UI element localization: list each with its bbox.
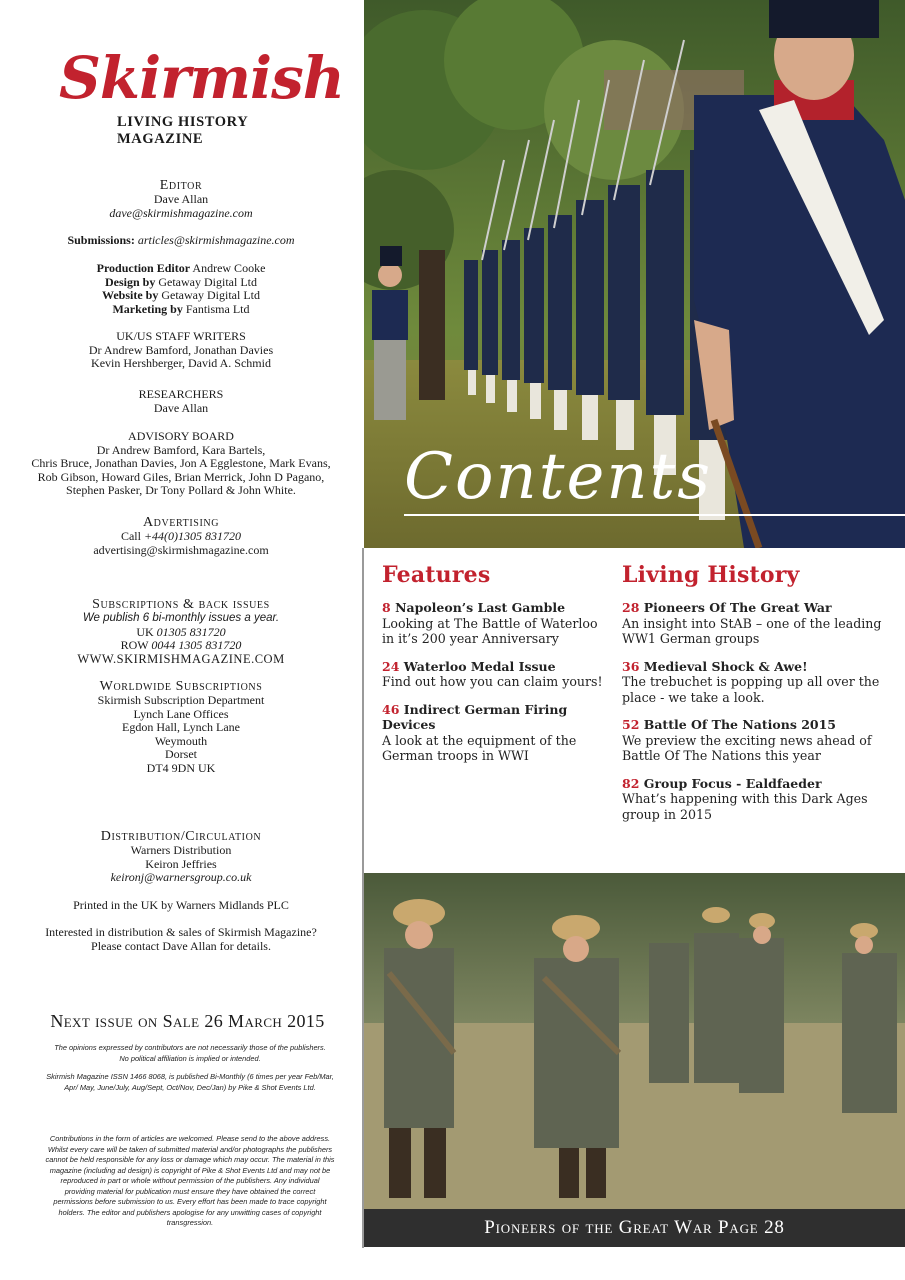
contents-underline [404,514,905,516]
living-history-entry[interactable]: 36 Medieval Shock & Awe! The trebuchet is popping up all over the place - we take a look. [622,658,880,705]
worldwide-line: Egdon Hall, Lynch Lane [122,720,240,735]
wwi-reenactors-illustration [364,873,905,1209]
worldwide-line: Skirmish Subscription Department [97,693,265,707]
advertising-heading: Advertising [142,515,220,530]
logo-wordmark: Skirmish [59,44,344,112]
production-line: Marketing by Fantisma Ltd [112,301,250,316]
features-column [382,562,608,776]
staff-writers-block [0,330,362,371]
submissions-line [0,234,362,248]
interested-line: Interested in distribution & sales of Skirmish Magazine? [45,925,317,939]
researchers-heading: RESEARCHERS [138,387,224,401]
advertising-block [0,515,362,557]
production-block [0,262,362,316]
next-issue-notice: Next issue on Sale 26 March 2015 [50,1011,325,1031]
living-history-column [622,562,892,834]
distribution-email: keironj@warnersgroup.co.uk [110,870,252,885]
subscriptions-website: WWW.SKIRMISHMAGAZINE.COM [77,651,285,666]
staff-writers-heading: UK/US STAFF WRITERS [116,329,246,343]
editor-block [0,178,362,220]
disclaimer-contributions: Contributions in the form of articles are welcomed. Please send to the above address. Whilst every care will be taken of submitted material and/or photographs the publishers cannot be held responsible for any loss or damage which may occur. The material in this magazine (including ad design) is copyright of Pike & Shot Events Ltd and may not be reproduced in part or whole without permission of the publishers. Any individual providing material for publication must ensure they have obtained the correct permissions before submission to us. Every effort has been made to trace copyright holders. The editor and publishers apologise for any unwitting cases of copyright transgression. [45,1134,335,1227]
worldwide-heading: Worldwide Subscriptions [99,679,263,694]
subscriptions-row: ROW 0044 1305 831720 [120,638,242,653]
submissions-email: articles@skirmishmagazine.com [137,233,295,247]
researchers-block [0,388,362,415]
staff-writers-line: Dr Andrew Bamford, Jonathan Davies [88,342,274,357]
advisory-line: Dr Andrew Bamford, Kara Bartels, [96,442,266,457]
skirmish-logo [55,44,344,147]
advisory-line: Chris Bruce, Jonathan Davies, Jon A Egglestone, Mark Evans, [31,456,331,471]
disclaimer-opinions: The opinions expressed by contributors are not necessarily those of the publishers. No political affiliation is implied or intended. [54,1043,326,1063]
living-history-heading: Living History [622,562,800,588]
living-history-entry[interactable]: 52 Battle Of The Nations 2015 We preview the exciting news ahead of Battle Of The Nations this year [622,717,872,763]
interested-block [0,926,362,953]
logo-tagline: LIVING HISTORY MAGAZINE [117,114,248,147]
feature-entry[interactable]: 24 Waterloo Medal Issue Find out how you can claim yours! [382,658,603,689]
advisory-heading: ADVISORY BOARD [128,429,234,443]
distribution-company: Warners Distribution [130,843,232,857]
worldwide-line: DT4 9DN UK [146,760,216,775]
advertising-call: Call +44(0)1305 831720 [120,529,242,543]
advertising-email: advertising@skirmishmagazine.com [93,542,269,557]
researchers-name: Dave Allan [153,400,209,415]
advisory-block [0,430,362,498]
wwi-reenactors-photo [364,873,905,1209]
worldwide-line: Dorset [165,747,197,762]
features-heading: Features [382,562,491,588]
production-line: Production Editor Andrew Cooke [96,261,266,275]
feature-entry[interactable]: 46 Indirect German Firing Devices A look at the equipment of the German troops in WWI [382,701,577,763]
contents-title: Contents [404,440,713,514]
interested-line: Please contact Dave Allan for details. [91,938,271,953]
disclaimer-issn: Skirmish Magazine ISSN 1466 8068, is published Bi-Monthly (6 times per year Feb/Mar, Apr/ May, June/July, Aug/Sept, Oct/Nov, Dec/Jan) by Pike & Shot Events Ltd. [46,1072,334,1092]
subscriptions-heading: Subscriptions & back issues [92,597,270,612]
living-history-entry[interactable]: 82 Group Focus - Ealdfaeder What’s happening with this Dark Ages group in 2015 [622,775,868,822]
staff-writers-line: Kevin Hershberger, David A. Schmid [91,356,271,371]
subscriptions-uk: UK 01305 831720 [136,624,226,639]
printed-line: Printed in the UK by Warners Midlands PLC [73,898,289,912]
worldwide-line: Lynch Lane Offices [133,706,229,721]
worldwide-block [0,679,362,776]
feature-banner[interactable]: Pioneers of the Great War Page 28 [364,1209,905,1247]
worldwide-line: Weymouth [154,733,208,748]
production-line: Design by Getaway Digital Ltd [105,274,257,289]
living-history-entry[interactable]: 28 Pioneers Of The Great War An insight into StAB – one of the leading WW1 German groups [622,600,882,646]
subscriptions-note: We publish 6 bi-monthly issues a year. [82,612,280,624]
distribution-heading: Distribution/Circulation [100,829,262,844]
distribution-contact: Keiron Jeffries [145,856,217,871]
advisory-line: Stephen Pasker, Dr Tony Pollard & John White. [66,483,296,498]
distribution-block [0,829,362,885]
masthead-column [0,0,362,1280]
editor-email: dave@skirmishmagazine.com [109,205,253,220]
subscriptions-block [0,597,362,666]
feature-entry[interactable]: 8 Napoleon’s Last Gamble Looking at The Battle of Waterloo in it’s 200 year Anniversary [382,600,598,646]
production-line: Website by Getaway Digital Ltd [102,288,260,303]
submissions-label: Submissions: [67,233,135,247]
advisory-line: Rob Gibson, Howard Giles, Brian Merrick, John D Pagano, [37,469,325,484]
editor-name: Dave Allan [153,192,209,206]
editor-heading: Editor [159,178,203,193]
